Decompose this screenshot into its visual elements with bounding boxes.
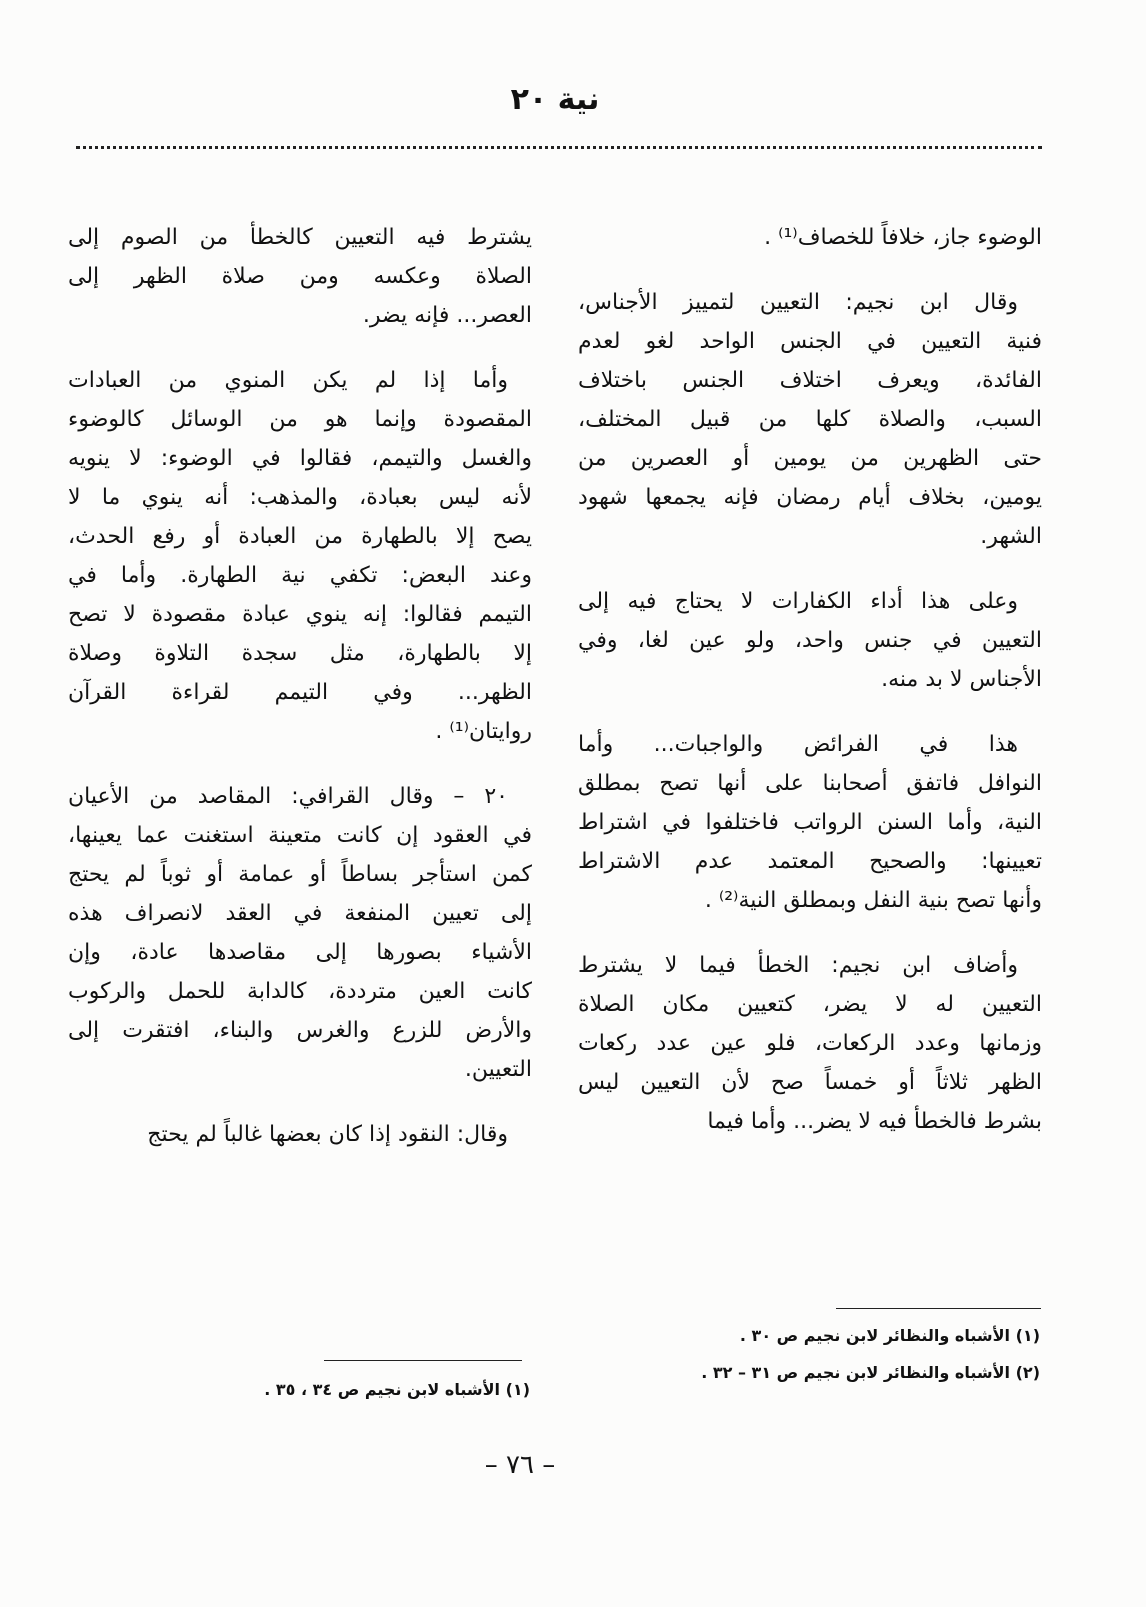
text-line: وعلى هذا أداء الكفارات لا يحتاج فيه إلى bbox=[578, 589, 1018, 614]
text-line: العصر... فإنه يضر. bbox=[362, 303, 532, 328]
text-line: الظهر... وفي التيمم لقراءة القرآن bbox=[68, 680, 532, 705]
text-line: التعيين في جنس واحد، ولو عين لغا، وفي bbox=[578, 628, 1042, 653]
text-line: وعند البعض: تكفي نية الطهارة. وأما في bbox=[68, 563, 532, 588]
text-line: حتى الظهرين من يومين أو العصرين من bbox=[578, 446, 1042, 471]
footnote-right-1: (١) الأشباه والنظائر لابن نجيم ص ٣٠ . bbox=[739, 1326, 1040, 1345]
footnote-left-1: (١) الأشباه لابن نجيم ص ٣٤ ، ٣٥ . bbox=[264, 1380, 530, 1399]
text-line: السبب، والصلاة كلها من قبيل المختلف، bbox=[578, 407, 1042, 432]
text-line: ٢٠ – وقال القرافي: المقاصد من الأعيان bbox=[68, 784, 508, 809]
text-line: التيمم فقالوا: إنه ينوي عبادة مقصودة لا تصح bbox=[68, 602, 532, 627]
text-line: الوضوء جاز، خلافاً للخصاف⁽¹⁾ . bbox=[764, 225, 1042, 250]
footnote-separator-left bbox=[324, 1360, 522, 1361]
text-line: الصلاة وعكسه ومن صلاة الظهر إلى bbox=[68, 264, 532, 289]
text-line: في العقود إن كانت متعينة استغنت عما يعينها، bbox=[68, 823, 532, 848]
text-line: بشرط فالخطأ فيه لا يضر... وأما فيما bbox=[707, 1109, 1042, 1134]
paragraph bbox=[578, 725, 1042, 920]
right-column bbox=[578, 218, 1042, 1141]
text-line: وقال: النقود إذا كان بعضها غالباً لم يحتج bbox=[147, 1122, 508, 1147]
text-line: وأنها تصح بنية النفل وبمطلق النية⁽²⁾ . bbox=[704, 888, 1042, 913]
text-line: وزمانها وعدد الركعات، فلو عين عدد ركعات bbox=[578, 1031, 1042, 1056]
paragraph bbox=[68, 218, 532, 335]
text-line: النوافل فاتفق أصحابنا على أنها تصح بمطلق bbox=[578, 771, 1042, 796]
text-line: تعيينها: والصحيح المعتمد عدم الاشتراط bbox=[578, 849, 1042, 874]
text-line: إلى تعيين المنفعة في العقد لانصراف هذه bbox=[68, 901, 532, 926]
text-line: روايتان⁽¹⁾ . bbox=[435, 719, 532, 744]
text-line: النية، وأما السنن الرواتب فاختلفوا في اشتراط bbox=[578, 810, 1042, 835]
text-line: وقال ابن نجيم: التعيين لتمييز الأجناس، bbox=[578, 290, 1018, 315]
text-line: لأنه ليس بعبادة، والمذهب: أنه ينوي ما لا bbox=[68, 485, 532, 510]
header-dotted-rule bbox=[76, 146, 1042, 149]
text-line: الأشياء بصورها إلى مقاصدها عادة، وإن bbox=[68, 940, 532, 965]
paragraph bbox=[578, 283, 1042, 556]
paragraph bbox=[68, 777, 532, 1089]
text-line: يصح إلا بالطهارة من العبادة أو رفع الحدث، bbox=[68, 524, 532, 549]
running-header: نية ٢٠ bbox=[510, 82, 600, 117]
left-column bbox=[68, 218, 532, 1154]
text-line: يشترط فيه التعيين كالخطأ من الصوم إلى bbox=[68, 225, 532, 250]
footnote-separator-right bbox=[836, 1308, 1041, 1309]
text-line: فنية التعيين في الجنس الواحد لغو لعدم bbox=[578, 329, 1042, 354]
text-line: يومين، بخلاف أيام رمضان فإنه يجمعها شهود bbox=[578, 485, 1042, 510]
paragraph bbox=[68, 361, 532, 751]
text-line: الفائدة، ويعرف اختلاف الجنس باختلاف bbox=[578, 368, 1042, 393]
text-line: وأضاف ابن نجيم: الخطأ فيما لا يشترط bbox=[578, 953, 1018, 978]
text-line: الشهر. bbox=[980, 524, 1042, 549]
text-line: هذا في الفرائض والواجبات... وأما bbox=[578, 732, 1018, 757]
text-line: والغسل والتيمم، فقالوا في الوضوء: لا ينويه bbox=[68, 446, 532, 471]
footnote-right-2: (٢) الأشباه والنظائر لابن نجيم ص ٣١ – ٣٢ . bbox=[701, 1363, 1040, 1382]
text-line: كانت العين مترددة، كالدابة للحمل والركوب bbox=[68, 979, 532, 1004]
paragraph bbox=[578, 218, 1042, 257]
text-line: إلا بالطهارة، مثل سجدة التلاوة وصلاة bbox=[68, 641, 532, 666]
paragraph bbox=[578, 946, 1042, 1141]
text-line: كمن استأجر بساطاً أو عمامة أو ثوباً لم يحتج bbox=[68, 862, 532, 887]
text-line: وأما إذا لم يكن المنوي من العبادات bbox=[68, 368, 508, 393]
text-line: الأجناس لا بد منه. bbox=[881, 667, 1042, 692]
text-line: والأرض للزرع والغرس والبناء، افتقرت إلى bbox=[68, 1018, 532, 1043]
text-line: الظهر ثلاثاً أو خمساً صح لأن التعيين ليس bbox=[578, 1070, 1042, 1095]
text-line: المقصودة وإنما هو من الوسائل كالوضوء bbox=[68, 407, 532, 432]
page-number: – ٧٦ – bbox=[484, 1450, 556, 1480]
text-line: التعيين. bbox=[464, 1057, 532, 1082]
paragraph bbox=[578, 582, 1042, 699]
text-line: التعيين له لا يضر، كتعيين مكان الصلاة bbox=[578, 992, 1042, 1017]
paragraph bbox=[68, 1115, 532, 1154]
